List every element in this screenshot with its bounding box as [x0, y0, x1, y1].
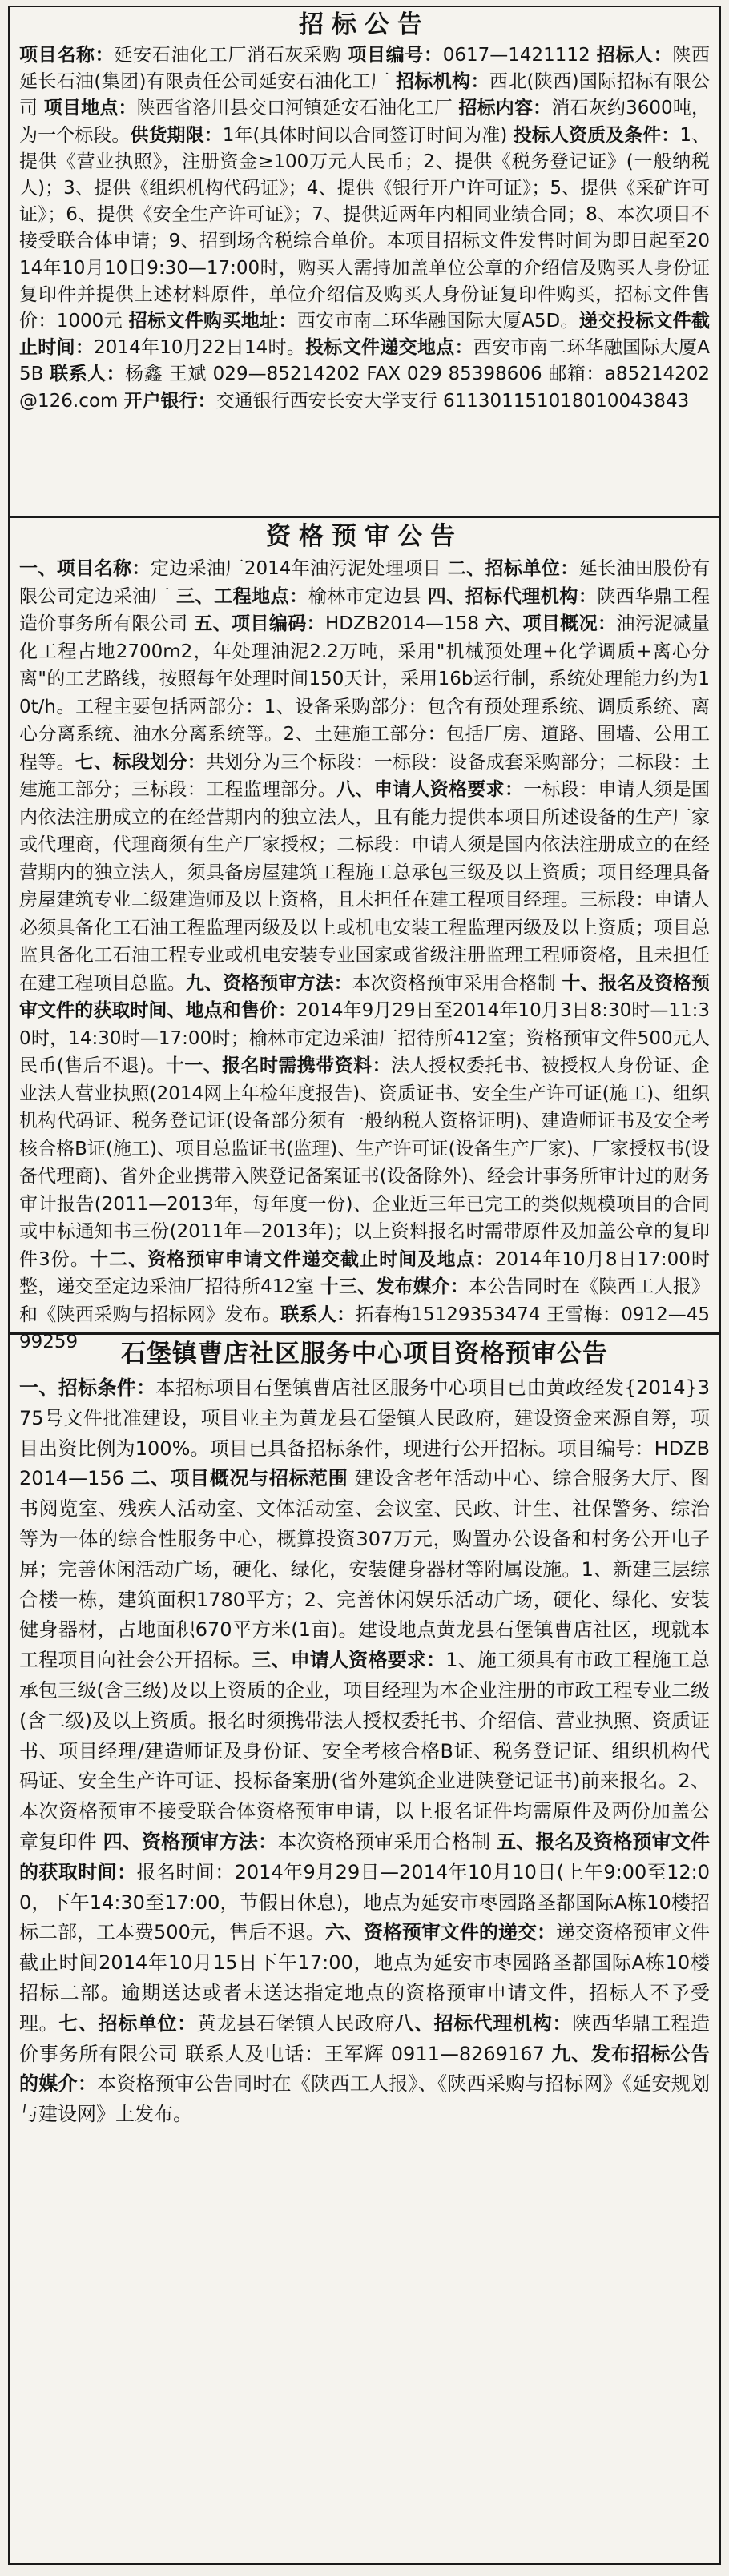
- field-label: 开户银行：: [123, 390, 216, 412]
- field-text: 油污泥减量化工程占地2700m2，年处理油泥2.2万吨，采用"机械预处理+化学调质+离心分离"的工艺路线，按照每年处理时间150天计，采用16b运行制，系统处理能力约为10t/h。工程主要包括两部分：1、设备采购部分：包含有预处理系统、调质系统、离心分离系统、油水分离系统等。2、土建施工部分：包括厂房、道路、围墙、公用工程等。: [19, 613, 711, 773]
- field-label: 十一、报名时需携带资料：: [165, 1055, 392, 1076]
- field-text: 共划分为三个标段：一标段：设备成套采购部分；二标段：土建施工部分；三标段：工程监理部分。: [19, 751, 711, 800]
- field-text: 0617—1421112: [442, 45, 597, 66]
- field-label: 招标机构：: [396, 71, 489, 93]
- field-label: 一、招标条件：: [19, 1376, 156, 1399]
- field-text: 2014年10月8日17:00时整，递交至定边采油厂招待所412室: [19, 1248, 710, 1297]
- field-text: 陕西华鼎工程造价事务所有限公司 联系人及电话：王军辉 0911—8269167: [19, 2011, 711, 2065]
- field-label: 七、标段划分：: [75, 751, 207, 773]
- field-text: 本招标项目石堡镇曹店社区服务中心项目已由黄政经发{2014}375号文件批准建设，项目业主为黄龙县石堡镇人民政府，建设资金来源自筹，项目出资比例为100%。项目已具备招标条件，现进行公开招标。项目编号：HDZB2014—156: [19, 1376, 711, 1490]
- field-text: 消石灰约3600吨，为一个标段。: [19, 98, 711, 146]
- field-text: 递交资格预审文件截止时间2014年10月15日下午17:00，地点为延安市枣园路圣都国际A栋10楼招标二部。逾期送达或者未送达指定地点的资格预审申请文件，招标人不予受理。: [19, 1921, 711, 2035]
- field-text: 本资格预审公告同时在《陕西工人报》、《陕西采购与招标网》《延安规划与建设网》上发布。: [19, 2072, 711, 2126]
- field-text: 交通银行西安长安大学支行 611301151018010043843: [215, 390, 690, 412]
- field-label: 十三、发布媒介：: [320, 1276, 469, 1297]
- field-text: 1年(具体时间以合同签订时间为准): [222, 124, 514, 146]
- field-text: 陕西华鼎工程造价事务所有限公司: [19, 585, 711, 634]
- field-text: 2014年10月22日14时。: [94, 337, 306, 359]
- field-text: 建设含老年活动中心、综合服务大厅、图书阅览室、残疾人活动室、文体活动室、会议室、民政、计生、社保警务、综治等为一体的综合性服务中心，概算投资307万元，购置办公设备和村务公开电子屏；完善休闲活动广场，硬化、绿化，安装健身器材等附属设施。1、新建三层综合楼一栋，建筑面积1780平方；2、完善休闲娱乐活动广场，硬化、绿化、安装健身器材，占地面积670平方米(1亩)。建设地点黄龙县石堡镇曹店社区，现就本工程项目向社会公开招标。: [19, 1467, 711, 1672]
- newspaper-page: [8, 6, 721, 2565]
- field-label: 投标人资质及条件：: [513, 124, 680, 146]
- field-text: 陕西延长石油(集团)有限责任公司延安石油化工厂: [19, 45, 711, 93]
- field-label: 联系人：: [50, 364, 126, 385]
- field-text: 1、提供《营业执照》，注册资金≥100万元人民币；2、提供《税务登记证》(一般纳税人)；3、提供《组织机构代码证》；4、提供《银行开户许可证》；5、提供《采矿许可证》；6、提供《安全生产许可证》；7、提供近两年内相同业绩合同；8、本次项目不接受联合体申请；9、招到场含税综合单价。本项目招标文件发售时间为即日起至2014年10月10日9:30—17:00时，购买人需持加盖单位公章的介绍信及购买人身份证复印件并提供上述材料原件，单位介绍信及购买人身份证复印件购买，招标文件售价：1000元: [19, 124, 711, 332]
- field-text: 1、施工须具有市政工程施工总承包三级(含三级)及以上资质的企业，项目经理为本企业注册的市政工程专业二级(含二级)及以上资质。报名时须携带法人授权委托书、介绍信、营业执照、资质证书、项目经理/建造师证及身份证、安全考核合格B证、税务登记证、组织机构代码证、安全生产许可证、投标备案册(省外建筑企业进陕登记证书)前来报名。2、本次资格预审不接受联合体资格预审申请，以上报名证件均需原件及两份加盖公章复印件: [19, 1649, 710, 1853]
- field-label: 七、招标单位：: [58, 2011, 197, 2035]
- field-label: 三、申请人资格要求：: [252, 1649, 446, 1672]
- field-label: 二、招标单位：: [447, 558, 579, 579]
- field-label: 一、项目名称：: [19, 558, 151, 579]
- field-text: 西安市南二环华融国际大厦A5D。: [296, 311, 579, 332]
- field-label: 四、招标代理机构：: [427, 585, 598, 607]
- notice-prequalification-community-center: [10, 1335, 719, 2563]
- field-text: 西北(陕西)国际招标有限公司: [19, 71, 711, 119]
- field-text: 黄龙县石堡镇人民政府: [196, 2011, 395, 2035]
- field-text: 本次资格预审采用合格制: [277, 1830, 497, 1853]
- field-text: 延安石油化工厂消石灰采购: [114, 45, 348, 66]
- field-label: 八、申请人资格要求：: [336, 779, 524, 800]
- field-label: 供货期限：: [130, 124, 223, 146]
- field-label: 招标文件购买地址：: [128, 311, 297, 332]
- field-text: 杨鑫 王斌 029—85214202 FAX 029 85398606 邮箱：a85214202@126.com: [19, 364, 710, 412]
- field-label: 项目名称：: [19, 45, 115, 66]
- field-label: 联系人：: [280, 1304, 356, 1325]
- field-text: 法人授权委托书、被授权人身份证、企业法人营业执照(2014网上年检年度报告)、资质证书、安全生产许可证(施工)、组织机构代码证、税务登记证(设备部分须有一般纳税人资格证明)、建造师证书及安全考核合格B证(施工)、项目总监证书(监理)、生产许可证(设备生产厂家)、厂家授权书(设备代理商)、省外企业携带入陕登记备案证书(设备除外)、经会计事务所审计过的财务审计报告(2011—2013年，每年度一份)、企业近三年已完工的类似规模项目的合同或中标通知书三份(2011年—2013年)；以上资料报名时需带原件及加盖公章的复印件3份。: [19, 1055, 711, 1270]
- field-label: 六、项目概况：: [485, 613, 617, 634]
- field-label: 六、资格预审文件的递交：: [324, 1921, 556, 1944]
- field-label: 五、项目编码：: [194, 613, 325, 634]
- field-label: 递交投标文件截止时间：: [19, 311, 711, 359]
- field-label: 十、报名及资格预审文件的获取时间、地点和售价：: [19, 972, 711, 1021]
- field-label: 投标文件递交地点：: [305, 337, 473, 359]
- field-label: 三、工程地点：: [176, 585, 308, 607]
- field-text: 2014年9月29日至2014年10月3日8:30时—11:30时，14:30时—17:00时；榆林市定边采油厂招待所412室；资格预审文件500元人民币(售后不退)。: [19, 1000, 711, 1076]
- field-label: 项目编号：: [348, 45, 443, 66]
- field-label: 四、资格预审方法：: [103, 1830, 278, 1853]
- field-label: 项目地点：: [43, 98, 137, 119]
- field-label: 五、报名及资格预审文件的获取时间：: [19, 1830, 710, 1883]
- notice-tender-announcement: [10, 7, 719, 518]
- field-label: 招标人：: [596, 45, 673, 66]
- field-label: 十二、资格预审申请文件递交截止时间及地点：: [89, 1248, 495, 1270]
- field-label: 九、资格预审方法：: [185, 972, 352, 994]
- notice-prequalification-oil-sludge: [10, 518, 719, 1352]
- field-text: 延长油田股份有限公司定边采油厂: [19, 558, 710, 607]
- field-label: 招标内容：: [458, 98, 552, 119]
- notice-body: [19, 42, 710, 415]
- field-text: 陕西省洛川县交口河镇延安石油化工厂: [136, 98, 459, 119]
- notice-body: [19, 555, 710, 1356]
- notice-title: 资格预审公告: [266, 522, 463, 551]
- field-label: 八、招标代理机构：: [394, 2011, 573, 2035]
- field-text: 榆林市定边县: [308, 585, 428, 607]
- field-text: 定边采油厂2014年油污泥处理项目: [150, 558, 448, 579]
- notice-title: 招标公告: [299, 10, 430, 39]
- field-text: 拓春梅15129353474 王雪梅：0912—4599259: [19, 1304, 710, 1352]
- field-text: 报名时间：2014年9月29日—2014年10月10日(上午9:00至12:00，下午14:30至17:00，节假日休息)，地点为延安市枣园路圣都国际A栋10楼招标二部，工本费500元，售后不退。: [19, 1860, 710, 1944]
- field-text: 本次资格预审采用合格制: [352, 972, 562, 994]
- notice-title: 石堡镇曹店社区服务中心项目资格预审公告: [121, 1340, 608, 1368]
- field-text: HDZB2014—158: [325, 613, 485, 634]
- field-text: 一标段：申请人须是国内依法注册成立的在经营期内的独立法人，且有能力提供本项目所述设备的生产厂家或代理商，代理商须有生产厂家授权；二标段：申请人须是国内依法注册成立的在经营期内的独立法人，须具备房屋建筑工程施工总承包三级及以上资质；项目经理具备房屋建筑专业二级建造师及以上资格，且未担任在建工程项目经理。三标段：申请人必须具备化工石油工程监理丙级及以上或机电安装工程监理丙级及以上资质；项目总监具备化工石油工程专业或机电安装专业国家或省级注册监理工程师资格，且未担任在建工程项目总监。: [19, 779, 711, 994]
- field-label: 九、发布招标公告的媒介：: [19, 2042, 711, 2096]
- field-label: 二、项目概况与招标范围: [131, 1467, 348, 1490]
- field-text: 西安市南二环华融国际大厦A5B: [19, 337, 711, 385]
- notice-body: [19, 1373, 710, 2130]
- field-text: 本公告同时在《陕西工人报》和《陕西采购与招标网》发布。: [19, 1276, 711, 1325]
